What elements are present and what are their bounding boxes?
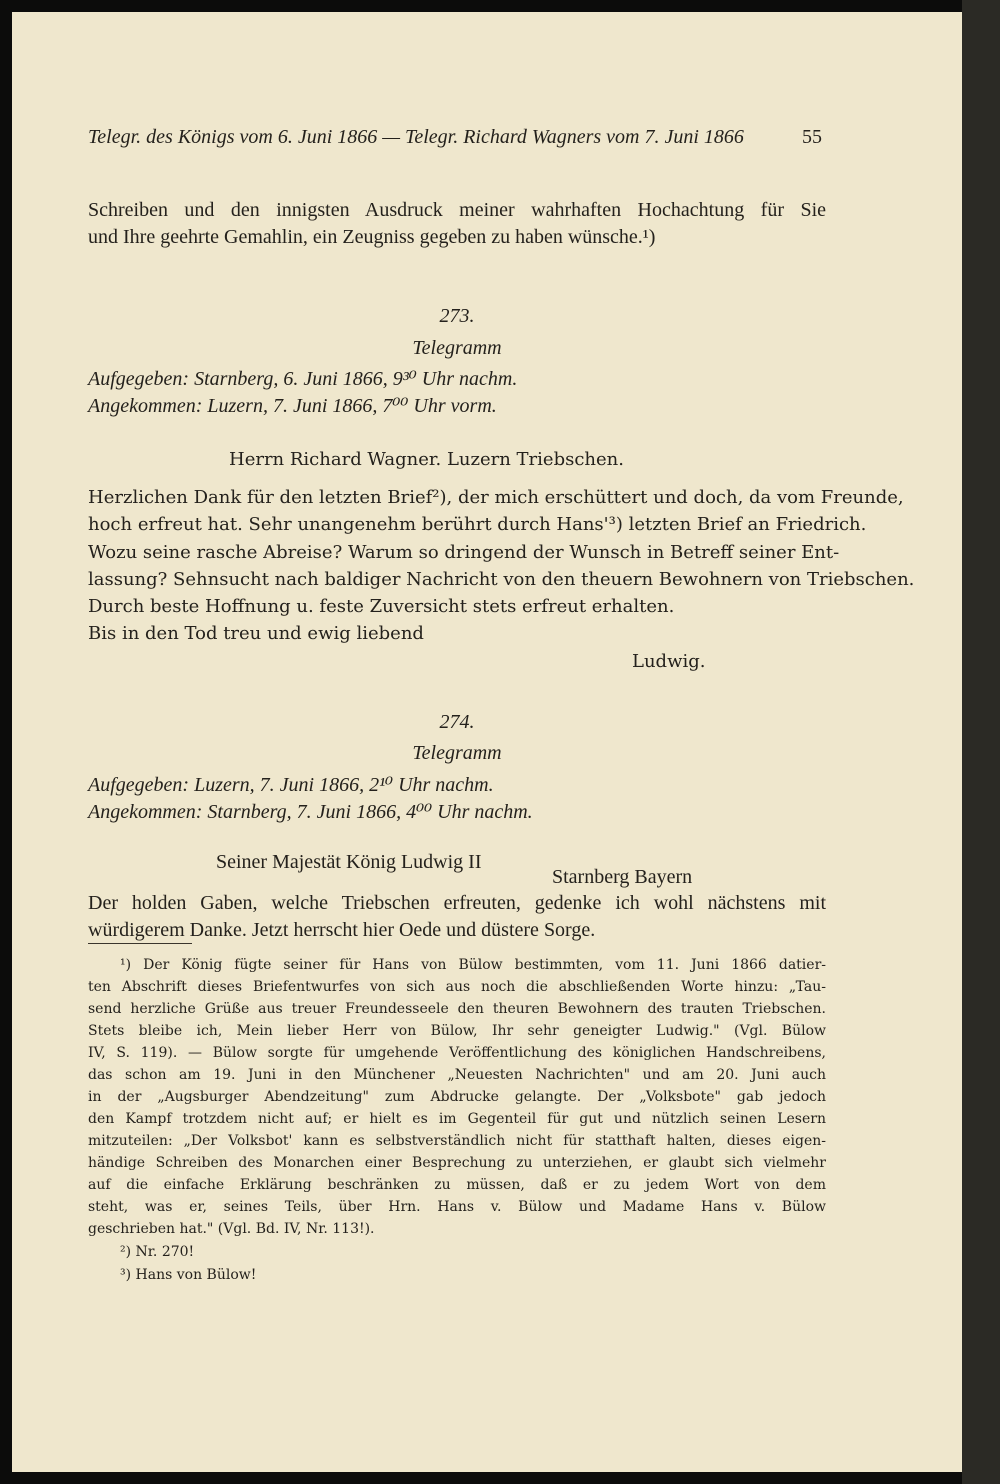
doc-273-line-3: Wozu seine rasche Abreise? Warum so dringend der Wunsch in Betreff seiner Ent- xyxy=(88,542,840,563)
footnote-1-line-1: ¹) Der König fügte seiner für Hans von Bülow bestimmten, vom 11. Juni 1866 datier- xyxy=(120,957,826,973)
doc-274-line-2: würdigerem Danke. Jetzt herrscht hier Oede und düstere Sorge. xyxy=(88,919,596,941)
footnote-1-line-2: ten Abschrift dieses Briefentwurfes von sich aus noch die abschließenden Worte hinzu: „Tau- xyxy=(88,979,826,995)
footnote-2: ²) Nr. 270! xyxy=(120,1244,195,1260)
footnote-1-line-7: in der „Augsburger Abendzeitung" zum Abdrucke gelangte. Der „Volksbote" gab jedoch xyxy=(88,1089,826,1105)
footnote-1-line-10: händige Schreiben des Monarchen einer Besprechung zu unterziehen, er glaubt sich vielmehr xyxy=(88,1155,826,1171)
footnote-1-line-8: den Kampf trotzdem nicht auf; er hielt es im Gegenteil für gut und nützlich seinen Lesern xyxy=(88,1111,826,1127)
footnote-1-line-5: IV, S. 119). — Bülow sorgte für umgehende Veröffentlichung des königlichen Handschreibens, xyxy=(88,1045,826,1061)
doc-273-type: Telegramm xyxy=(412,337,502,359)
doc-273-line-1: Herzlichen Dank für den letzten Brief²), der mich erschüttert und doch, da vom Freunde, xyxy=(88,487,904,508)
doc-274-address: Seiner Majestät König Ludwig II xyxy=(216,851,482,873)
footnote-3: ³) Hans von Bülow! xyxy=(120,1267,257,1283)
doc-273-number: 273. xyxy=(439,305,475,327)
doc-273-signature: Ludwig. xyxy=(632,651,706,672)
intro-line-2: und Ihre geehrte Gemahlin, ein Zeugniss gegeben zu haben wünsche.¹) xyxy=(88,226,656,248)
running-header-title: Telegr. des Königs vom 6. Juni 1866 — Telegr. Richard Wagners vom 7. Juni 1866 xyxy=(88,126,744,148)
doc-273-sent: Aufgegeben: Starnberg, 6. Juni 1866, 9³⁰ Uhr nachm. xyxy=(88,368,518,390)
doc-273-line-6: Bis in den Tod treu und ewig liebend xyxy=(88,623,424,644)
doc-273-line-5: Durch beste Hoffnung u. feste Zuversicht stets erfreut erhalten. xyxy=(88,596,675,617)
running-header xyxy=(88,126,822,149)
doc-274-number: 274. xyxy=(439,711,475,733)
footnote-1-line-4: Stets bleibe ich, Mein lieber Herr von Bülow, Ihr sehr geneigter Ludwig." (Vgl. Bülow xyxy=(88,1023,826,1039)
doc-274-address-place: Starnberg Bayern xyxy=(552,866,693,888)
doc-274-received: Angekommen: Starnberg, 7. Juni 1866, 4⁰⁰ Uhr nachm. xyxy=(88,801,533,823)
doc-273-line-2: hoch erfreut hat. Sehr unangenehm berührt durch Hans'³) letzten Brief an Friedrich. xyxy=(88,514,867,535)
footnote-1-line-12: steht, was er, seines Teils, über Hrn. Hans v. Bülow und Madame Hans v. Bülow xyxy=(88,1199,826,1215)
page-edge-shadow xyxy=(962,0,1000,1484)
footnote-1-line-11: auf die einfache Erklärung beschränken zu müssen, daß er zu jedem Wort von dem xyxy=(88,1177,826,1193)
footnote-divider xyxy=(88,943,192,944)
footnote-1-line-13: geschrieben hat." (Vgl. Bd. IV, Nr. 113!). xyxy=(88,1221,375,1237)
doc-274-sent: Aufgegeben: Luzern, 7. Juni 1866, 2¹⁰ Uhr nachm. xyxy=(88,774,494,796)
doc-273-address: Herrn Richard Wagner. Luzern Triebschen. xyxy=(229,449,624,470)
footnote-1-line-3: send herzliche Grüße aus treuer Freundesseele den theuren Bewohnern des trauten Triebschen. xyxy=(88,1001,826,1017)
doc-274-line-1: Der holden Gaben, welche Triebschen erfreuten, gedenke ich wohl nächstens mit xyxy=(88,892,826,914)
footnote-1-line-6: das schon am 19. Juni in den Münchener „Neuesten Nachrichten" und am 20. Juni auch xyxy=(88,1067,826,1083)
footnote-1-line-9: mitzuteilen: „Der Volksbot' kann es selbstverständlich nicht für statthaft halten, dieses eigen- xyxy=(88,1133,826,1149)
intro-line-1: Schreiben und den innigsten Ausdruck meiner wahrhaften Hochachtung für Sie xyxy=(88,199,826,221)
doc-274-type: Telegramm xyxy=(412,742,502,764)
doc-273-line-4: lassung? Sehnsucht nach baldiger Nachricht von den theuern Bewohnern von Triebschen. xyxy=(88,569,915,590)
doc-273-received: Angekommen: Luzern, 7. Juni 1866, 7⁰⁰ Uhr vorm. xyxy=(88,395,497,417)
page-number: 55 xyxy=(802,126,822,148)
